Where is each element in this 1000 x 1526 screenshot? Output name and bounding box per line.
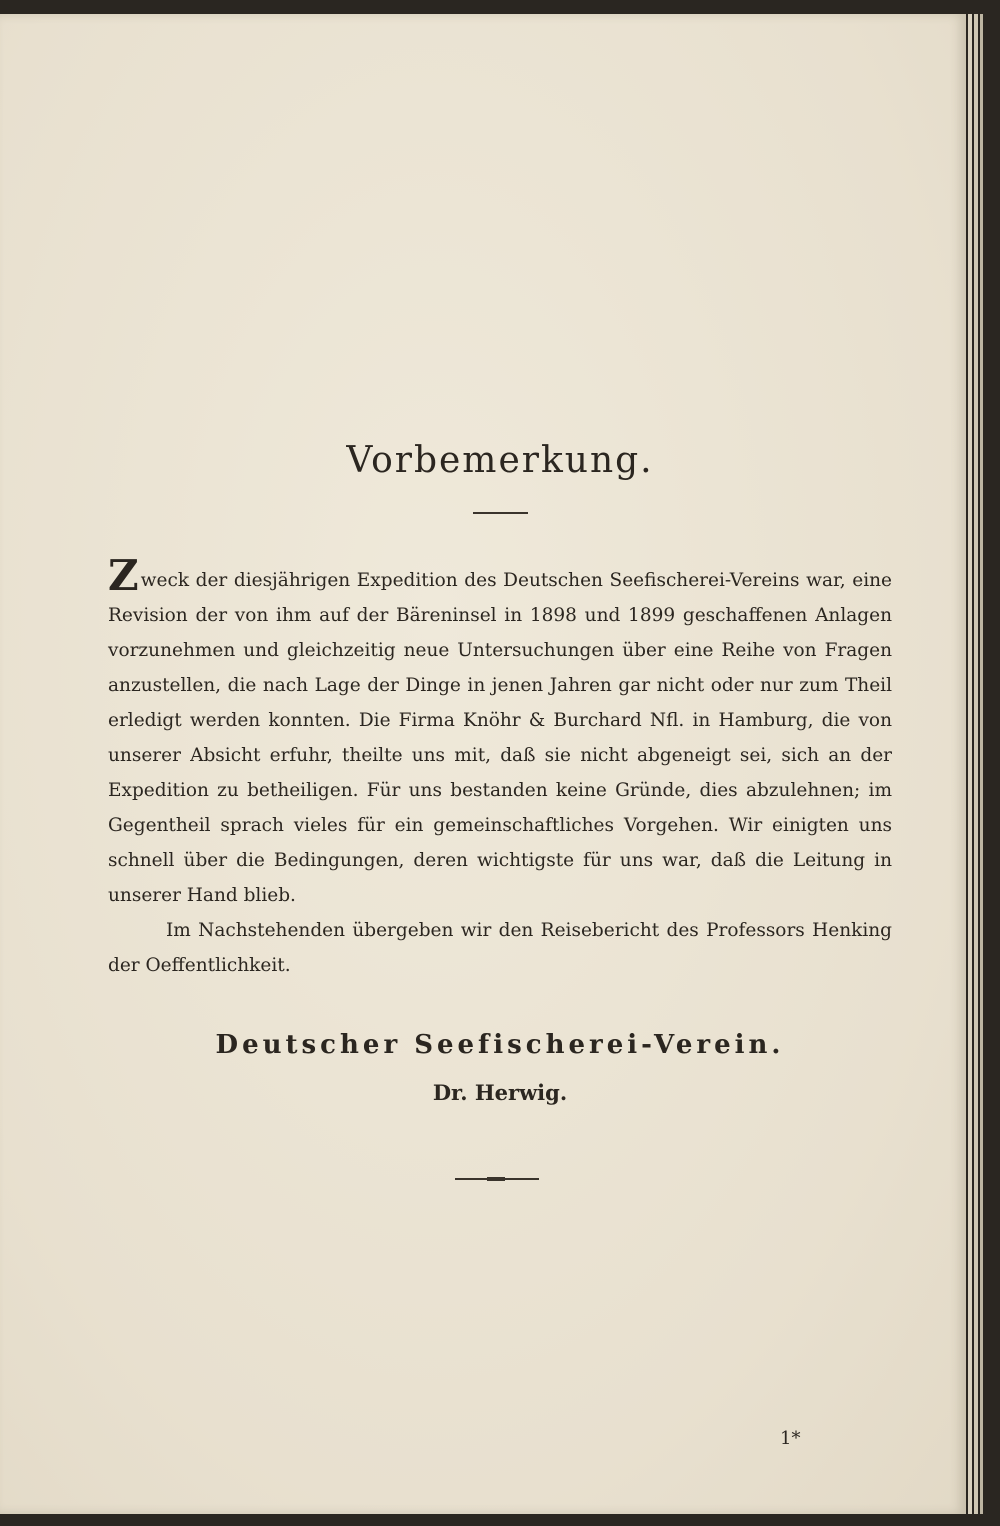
body-text xyxy=(108,551,892,983)
closing-divider-accent xyxy=(487,1177,505,1181)
title-divider xyxy=(473,512,528,514)
drop-cap: Z xyxy=(108,551,139,600)
page-title: Vorbemerkung. xyxy=(346,440,654,481)
paragraph-text: weck der diesjährigen Expedition des Deutschen Seefischerei-Vereins war, eine Revision der von ihm auf der Bäreninsel in 1898 und 1899 geschaffenen Anlagen vorzunehmen und gleichzeitig neue Untersuchungen über eine Reihe von Fragen anzustellen, die nach Lage der Dinge in jenen Jahren gar nicht oder nur zum Theil erledigt werden konnten. Die Firma Knöhr & Burchard Nfl. in Hamburg, die von unserer Absicht erfuhr, theilte uns mit, daß sie nicht abgeneigt sei, sich an der Expedition zu betheiligen. Für uns bestanden keine Gründe, dies abzulehnen; im Gegentheil sprach vieles für ein gemeinschaftliches Vorgehen. Wir einigten uns schnell über die Bedingungen, deren wichtigste für uns war, daß die Leitung in unserer Hand blieb. xyxy=(108,570,892,906)
page-edge xyxy=(980,14,983,1514)
page-number: 1* xyxy=(780,1428,801,1449)
signature-name: Dr. Herwig. xyxy=(432,1080,568,1105)
signature-organization: Deutscher Seefischerei-Verein. xyxy=(215,1030,785,1060)
paragraph xyxy=(108,551,892,913)
page-edge xyxy=(974,14,978,1514)
page-edge xyxy=(968,14,972,1514)
paragraph: Im Nachstehenden übergeben wir den Reisebericht des Professors Henking der Oeffentlichkeit. xyxy=(108,920,892,976)
